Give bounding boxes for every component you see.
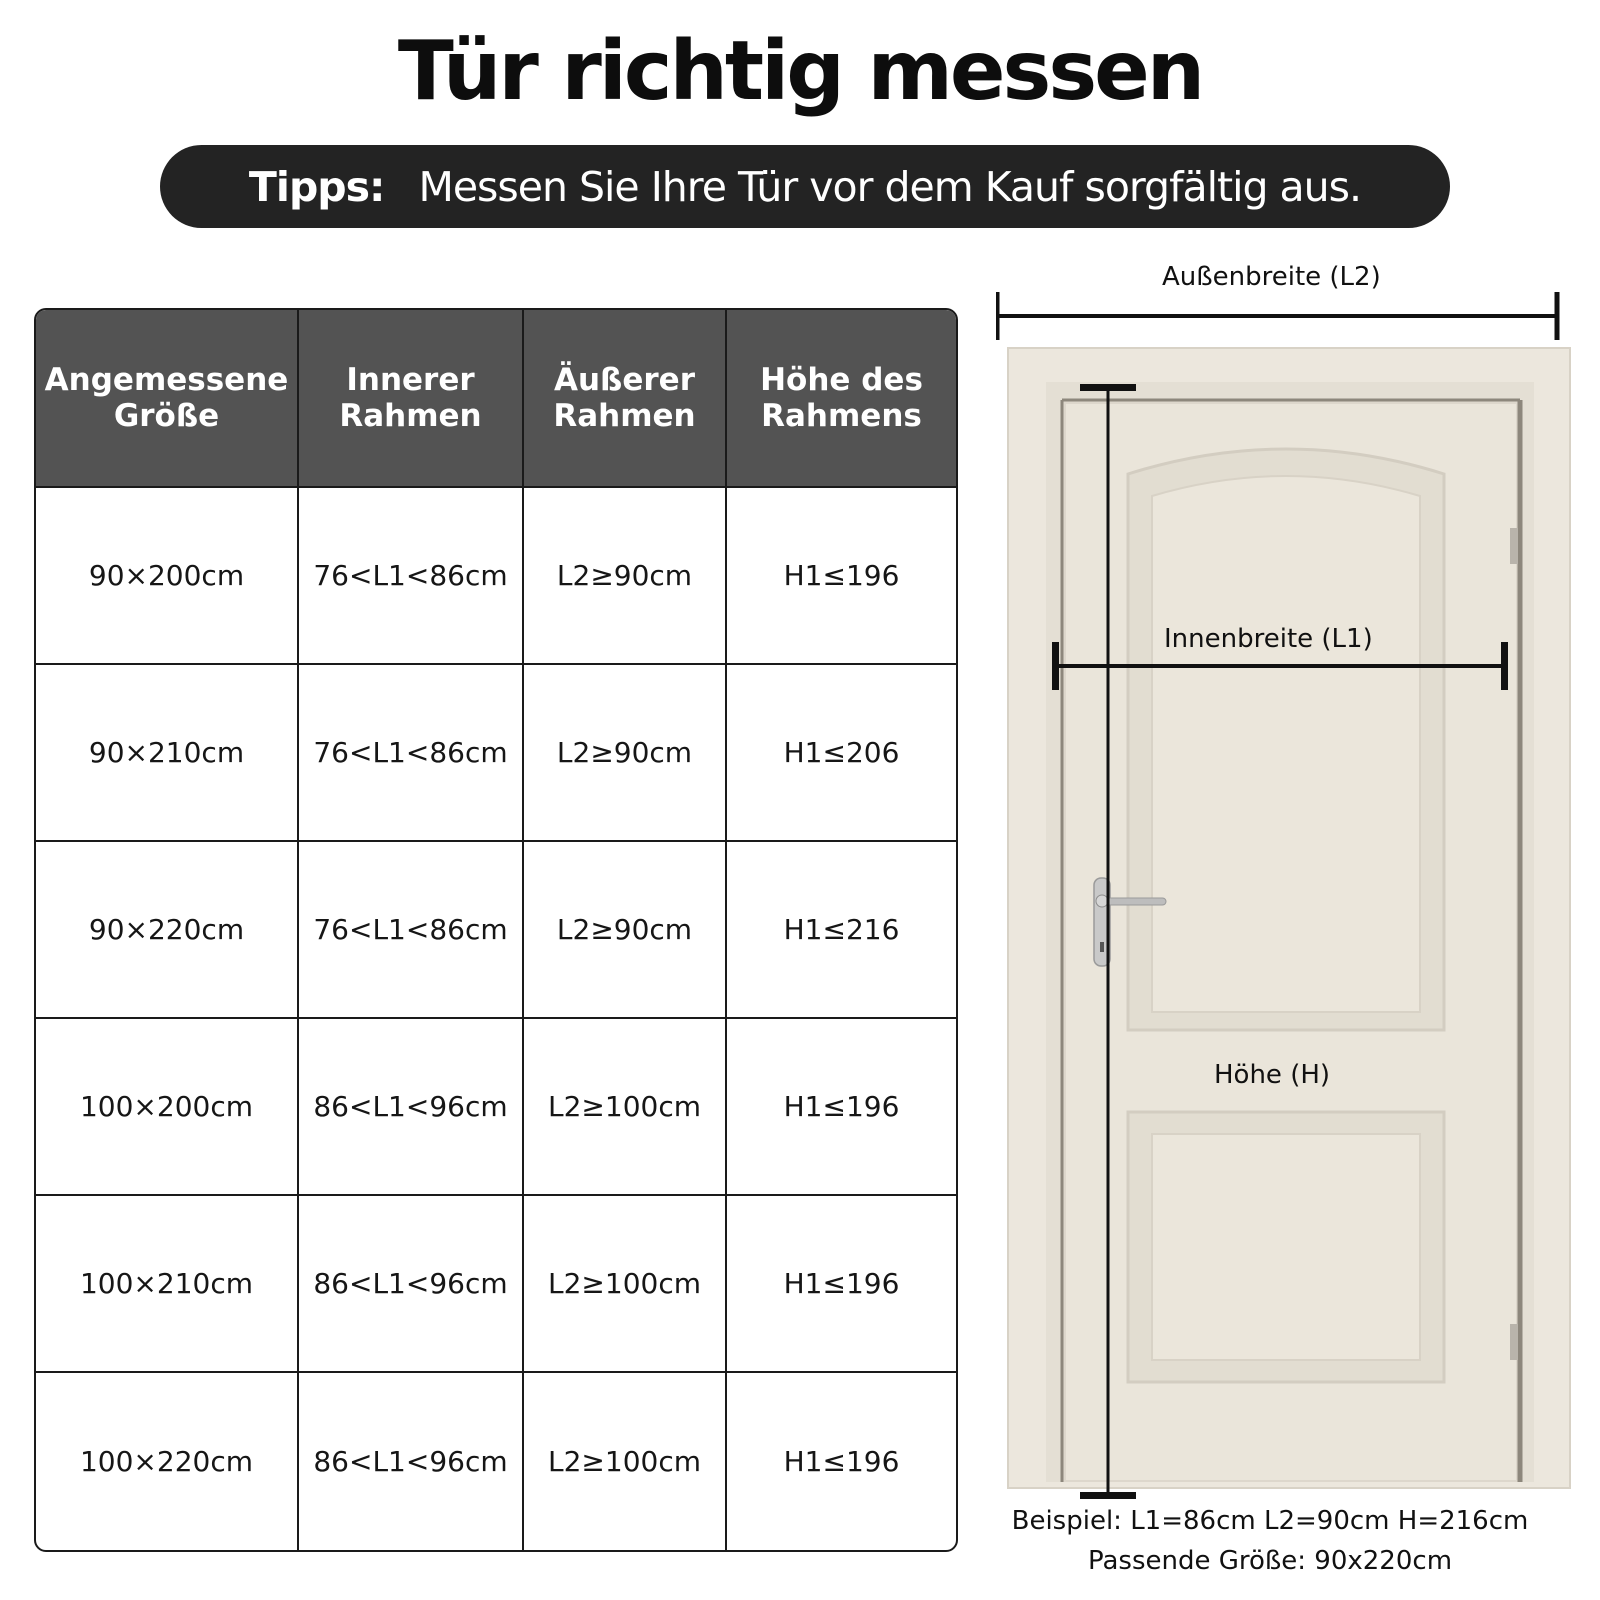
table-cell: L2≥90cm	[524, 488, 727, 665]
table-cell: H1≤206	[727, 665, 956, 842]
header-line: Rahmen	[553, 398, 696, 434]
height-label: Höhe (H)	[1214, 1060, 1331, 1090]
table-cell: L2≥90cm	[524, 842, 727, 1019]
table-row	[36, 1019, 956, 1196]
tip-banner	[160, 145, 1450, 228]
table-cell: 86<L1<96cm	[299, 1373, 524, 1550]
column-header	[36, 310, 299, 488]
column-header	[299, 310, 524, 488]
table-header-row	[36, 310, 956, 488]
table-row	[36, 488, 956, 665]
table-cell: 90×210cm	[36, 665, 299, 842]
table-cell: L2≥90cm	[524, 665, 727, 842]
height-measure	[1078, 384, 1158, 1504]
table-cell: H1≤196	[727, 1196, 956, 1373]
tip-label: Tipps:	[248, 162, 385, 211]
table-cell: 100×210cm	[36, 1196, 299, 1373]
table-cell: H1≤196	[783, 1445, 900, 1478]
header-line: Größe	[113, 398, 220, 434]
header-line: Innerer	[346, 362, 475, 398]
table-cell: H1≤196	[727, 1019, 956, 1196]
example-line-2: Passende Größe: 90x220cm	[1087, 1546, 1453, 1576]
table-cell: 100×220cm	[36, 1373, 299, 1550]
size-table	[34, 308, 958, 1552]
column-header	[727, 310, 956, 488]
door-diagram	[996, 260, 1586, 1580]
table-cell: 76<L1<86cm	[299, 665, 524, 842]
table-cell: L2≥100cm	[524, 1019, 727, 1196]
column-header	[524, 310, 727, 488]
header-line: Rahmen	[339, 398, 482, 434]
header-line: Angemessene	[44, 362, 289, 398]
table-cell: L2≥100cm	[524, 1196, 727, 1373]
table-cell: 90×220cm	[36, 842, 299, 1019]
inner-width-label: Innenbreite (L1)	[1164, 624, 1373, 654]
table-cell: H1≤196	[727, 488, 956, 665]
page-title: Tür richtig messen	[397, 24, 1203, 119]
table-cell: 86<L1<96cm	[299, 1196, 524, 1373]
header-line: Äußerer	[554, 362, 695, 398]
tip-text: Messen Sie Ihre Tür vor dem Kauf sorgfältig aus.	[418, 162, 1362, 211]
table-row	[36, 1373, 956, 1550]
table-cell: 90×200cm	[36, 488, 299, 665]
outer-width-label: Außenbreite (L2)	[1162, 262, 1381, 292]
header-line: Rahmens	[761, 398, 922, 434]
table-cell: L2≥100cm	[524, 1373, 727, 1550]
table-cell: 76<L1<86cm	[299, 488, 524, 665]
header-line: Höhe des	[760, 362, 923, 398]
table-row	[36, 1196, 956, 1373]
table-row	[36, 665, 956, 842]
example-line-1: Beispiel: L1=86cm L2=90cm H=216cm	[1011, 1506, 1529, 1536]
table-cell: H1≤216	[727, 842, 956, 1019]
table-row	[36, 842, 956, 1019]
table-cell: 100×200cm	[36, 1019, 299, 1196]
table-cell: 86<L1<96cm	[299, 1019, 524, 1196]
table-cell: 76<L1<86cm	[299, 842, 524, 1019]
